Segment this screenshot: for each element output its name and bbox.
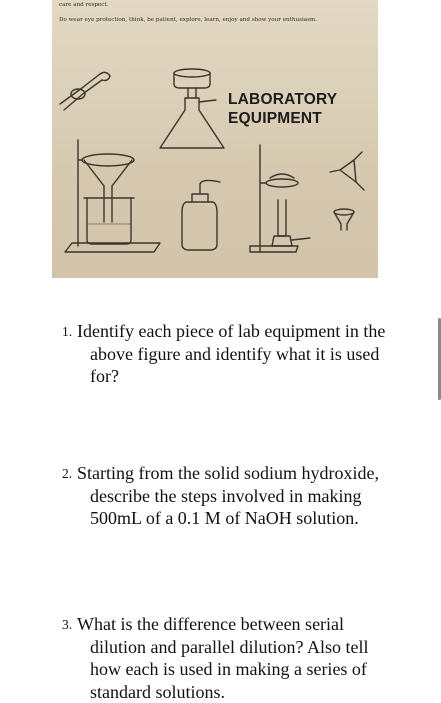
wash-bottle-icon	[182, 180, 220, 250]
ring-stand-funnel-icon	[65, 140, 160, 252]
question-2-number: 2.	[62, 466, 73, 481]
figure-care-text: care and respect.	[59, 2, 109, 8]
question-1-text: Identify each piece of lab equipment in the above figure and identify what it is used for?	[77, 321, 386, 386]
figure-title-line-2: EQUIPMENT	[228, 110, 322, 127]
question-2-text: Starting from the solid sodium hydroxide, describe the steps involved in making 500mL of a 0.1 M of NaOH solution.	[77, 463, 379, 528]
clay-triangle-icon	[330, 152, 364, 190]
small-funnel-icon	[334, 209, 354, 230]
lab-equipment-figure	[52, 0, 378, 278]
figure-title-line-1: LABORATORY	[228, 91, 338, 108]
equipment-drawing	[52, 0, 378, 278]
question-1	[62, 320, 392, 388]
crucible-tongs-icon	[60, 72, 110, 110]
question-3-text: What is the difference between serial dilution and parallel dilution? Also tell how each is used in making a series of standard solutions.	[77, 614, 369, 702]
bunsen-burner-stand-icon	[250, 145, 310, 252]
figure-title	[228, 90, 337, 128]
question-3	[62, 613, 392, 703]
filter-flask-icon	[160, 69, 224, 148]
figure-instructions: Do wear eye protection, think, be patient, explore, learn, enjoy and show your enthusiasm.	[59, 17, 318, 23]
question-3-number: 3.	[62, 617, 73, 632]
question-2	[62, 462, 392, 530]
question-1-number: 1.	[62, 324, 73, 339]
